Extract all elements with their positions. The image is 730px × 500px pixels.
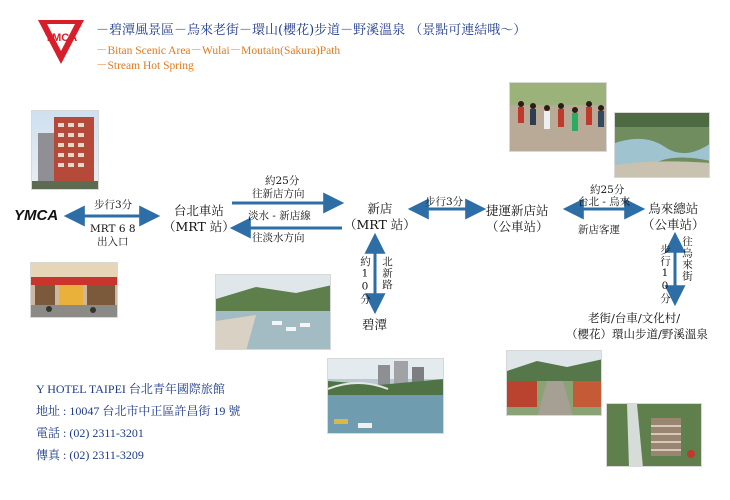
label-line-name: 淡水 - 新店線 [248,210,311,222]
node-bitan: 碧潭 [362,317,388,332]
node-taipei-line1: 台北車站 [173,203,224,218]
hotel-name: Y HOTEL TAIPEI 台北青年國際旅館 [36,382,225,396]
hotel-phone: 電話 : (02) 2311-3201 [36,426,144,440]
label-destinations-line2: （櫻花）環山步道/野溪溫泉 [566,327,708,341]
label-beixin-road: 北新路 [381,256,393,291]
page-title-en-line2: －Stream Hot Spring [96,60,194,72]
hotel-address: 地址 : 10047 台北市中正區許昌街 19 號 [36,404,241,418]
page-title-cn: －碧潭風景區－烏來老街－環山(櫻花)步道－野溪溫泉 （景點可連結哦～） [96,23,527,38]
node-taipei-line2: （MRT 站） [163,219,235,234]
node-wulai-terminal [642,201,705,233]
label-approx-25-b: 約25分 [590,184,625,196]
label-walk-3min-a: 步行3分 [94,199,133,211]
label-to-xindian: 往新店方向 [252,188,305,200]
node-xindian-bus-line2: （公車站） [486,219,549,234]
label-walk-3min-b: 步行3分 [425,196,464,208]
label-xindian-bus-company: 新店客運 [578,224,620,236]
label-mrt-exit [90,223,136,249]
node-xindian-line2: （MRT 站） [344,217,416,232]
label-to-wulai-street: 往烏來街 [681,236,693,282]
node-ymca: YMCA [14,207,59,224]
label-mrt-exit-line2: 出入口 [97,236,129,248]
label-destinations-line1: 老街/台車/文化村/ [588,311,681,325]
hotel-fax: 傳真 : (02) 2311-3209 [36,448,144,462]
node-xindian-bus [486,203,549,235]
node-xindian-bus-line1: 捷運新店站 [486,203,549,218]
node-xindian-line1: 新店 [367,201,393,216]
node-wulai-line2: （公車站） [642,217,705,232]
label-approx-25-a: 約25分 [265,175,300,187]
page-title-en-line1: －Bitan Scenic Area－Wulai－Moutain(Sakura)Path [96,45,341,57]
label-walk-10: 步行10分 [659,244,671,305]
node-xindian-mrt [344,201,416,233]
label-mrt-exit-line1: MRT 6 8 [90,223,136,235]
label-to-tamsui: 往淡水方向 [252,232,305,244]
node-wulai-line1: 烏來總站 [648,201,699,216]
label-taipei-wulai: 台北 - 烏來 [578,196,631,208]
node-taipei-station [163,203,235,235]
label-approx-10: 約10分 [359,256,371,305]
logo-text: YMCA [44,32,78,44]
